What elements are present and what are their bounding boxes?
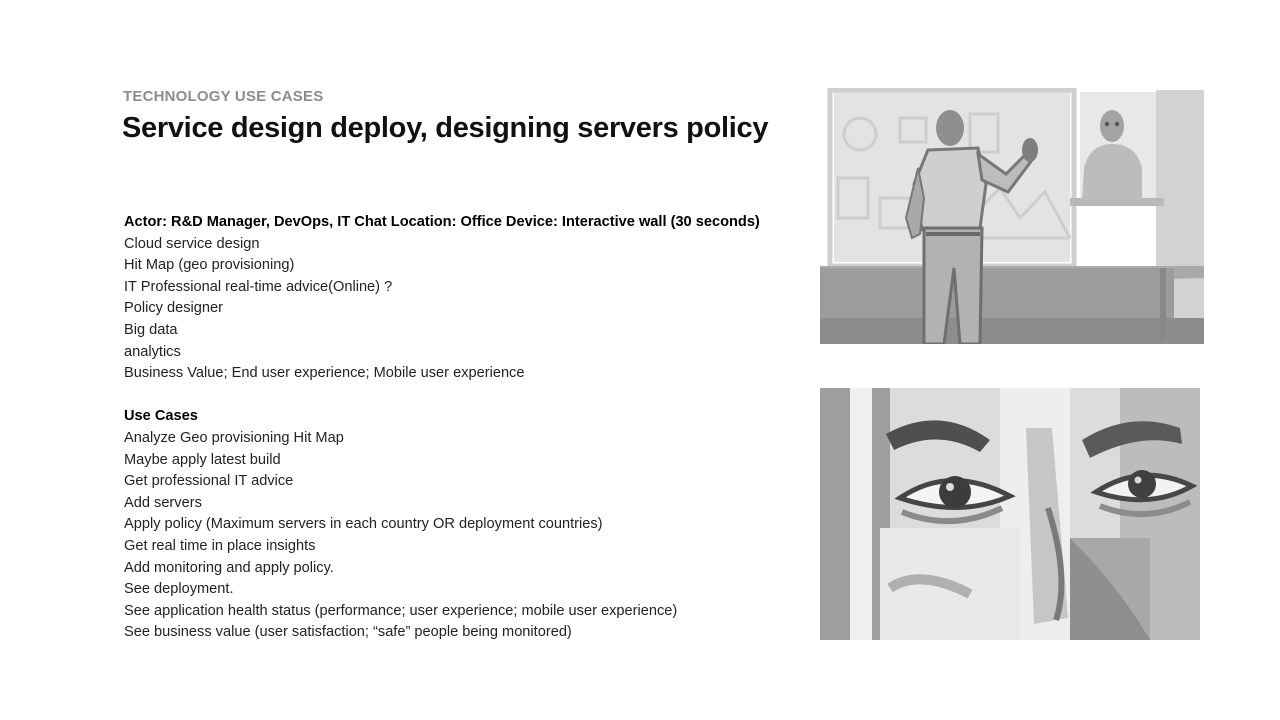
- use-case-item: Add servers: [124, 494, 202, 511]
- use-case-item: Add monitoring and apply policy.: [124, 559, 334, 576]
- use-case-item: Get real time in place insights: [124, 537, 316, 554]
- content-body: [124, 212, 804, 644]
- scenario-item: Hit Map (geo provisioning): [124, 257, 295, 274]
- scenario-item: analytics: [124, 343, 181, 360]
- use-cases-heading: Use Cases: [124, 408, 198, 425]
- presenter-sketch-image: [820, 88, 1204, 344]
- section-spacer: [124, 385, 804, 407]
- use-case-item: See application health status (performance; user experience; mobile user experience): [124, 602, 678, 619]
- scenario-heading: Actor: R&D Manager, DevOps, IT Chat Location: Office Device: Interactive wall (30 seconds): [124, 214, 760, 230]
- scenario-item: IT Professional real-time advice(Online) ?: [124, 278, 393, 295]
- scenario-item: Big data: [124, 321, 178, 338]
- scenario-item: Policy designer: [124, 300, 223, 317]
- use-case-item: See business value (user satisfaction; “safe” people being monitored): [124, 624, 572, 641]
- face-sketch-image: [820, 388, 1200, 640]
- scenario-item: Cloud service design: [124, 235, 260, 252]
- use-case-item: Analyze Geo provisioning Hit Map: [124, 429, 344, 446]
- eyebrow-label: TECHNOLOGY USE CASES: [123, 88, 324, 105]
- use-case-item: Maybe apply latest build: [124, 451, 281, 468]
- use-case-item: Get professional IT advice: [124, 473, 294, 490]
- scenario-item: Business Value; End user experience; Mobile user experience: [124, 365, 525, 382]
- use-case-item: See deployment.: [124, 581, 234, 598]
- use-case-item: Apply policy (Maximum servers in each country OR deployment countries): [124, 516, 603, 533]
- page-title: Service design deploy, designing servers policy: [122, 112, 769, 144]
